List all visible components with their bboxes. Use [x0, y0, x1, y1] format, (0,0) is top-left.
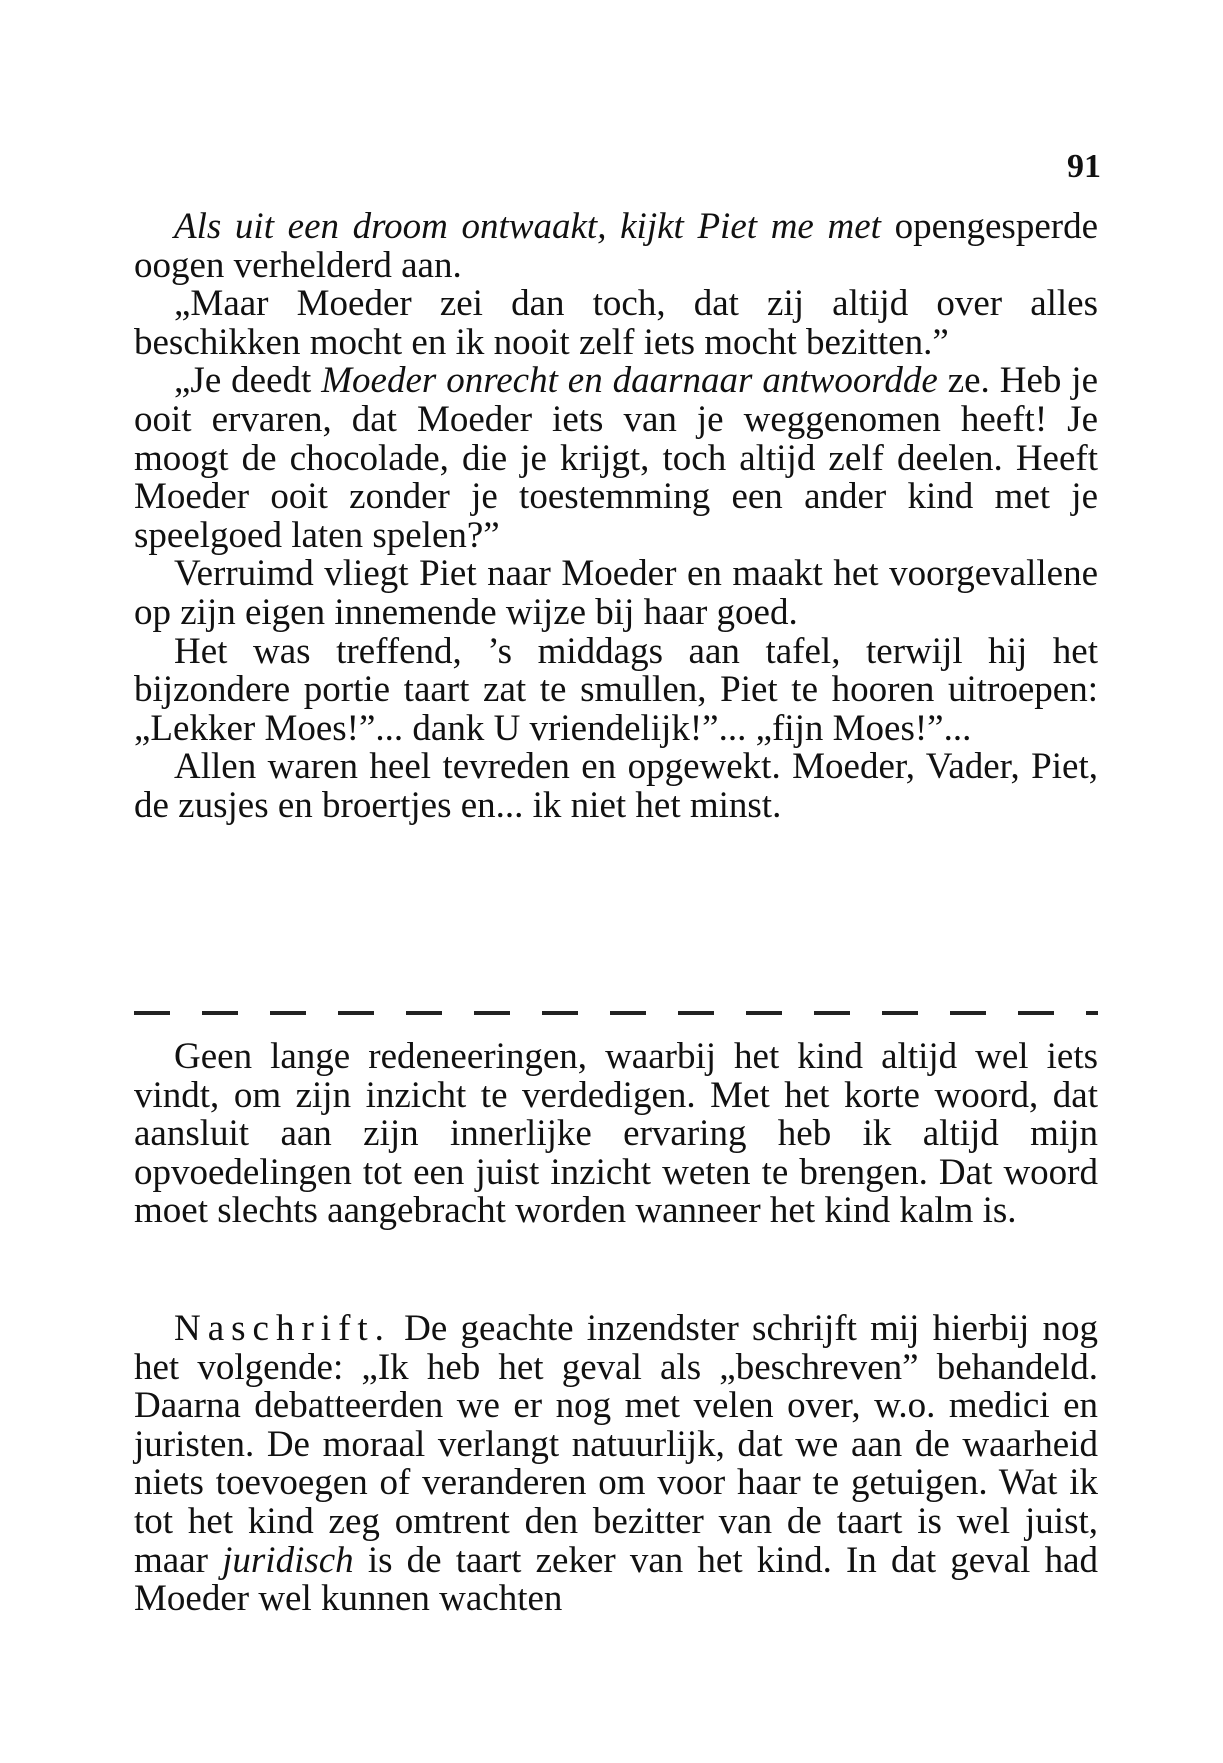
- paragraph-5: Het was treffend, ’s middags aan tafel, terwijl hij het bijzondere portie taart zat te smullen, Piet te hooren uitroepen: „Lekker Moes!”... dank U vriendelijk!”... „fijn Moes!”...: [134, 630, 1098, 749]
- paragraph-1: [134, 208, 1098, 285]
- postscript-text-block: [134, 1310, 1098, 1619]
- dashed-divider: [134, 1011, 1098, 1015]
- paragraph-2: „Maar Moeder zei dan toch, dat zij altijd over alles beschikken mocht en ik nooit zelf iets mocht bezitten.”: [134, 283, 1098, 363]
- paragraph-1-rest: opengesperde oogen verhelderd aan.: [134, 206, 1098, 286]
- reflection-text-block: [134, 1038, 1098, 1231]
- paragraph-6: Allen waren heel tevreden en opgewekt. Moeder, Vader, Piet, de zusjes en broertjes en... ik niet het minst.: [134, 746, 1098, 826]
- postscript-italic: juridisch: [222, 1539, 354, 1581]
- paragraph-4: Verruimd vliegt Piet naar Moeder en maakt het voorgevallene op zijn eigen innemende wijze bij haar goed.: [134, 553, 1098, 633]
- paragraph-3: [134, 362, 1098, 555]
- paragraph-3-italic: Moeder onrecht en daarnaar antwoordde: [321, 360, 938, 402]
- paragraph-7: Geen lange redeneeringen, waarbij het kind altijd wel iets vindt, om zijn inzicht te verdedigen. Met het korte woord, dat aansluit aan zijn innerlijke ervaring heb ik altijd mijn opvoedelingen tot een juist inzicht weten te brengen. Dat woord moet slechts aangebracht worden wanneer het kind kalm is.: [134, 1036, 1098, 1232]
- postscript-body: De geachte inzendster schrijft mij hierbij nog het volgende: „Ik heb het geval als „beschreven” behandeld. Daarna debatteerden we er nog met velen over, w.o. medici en juristen. De moraal verlangt natuurlijk, dat we aan de waarheid niets toevoegen of veranderen om voor haar te getuigen. Wat ik tot het kind zeg omtrent den bezitter van de taart is wel juist, maar: [134, 1308, 1098, 1581]
- main-text-block: [134, 208, 1098, 826]
- paragraph-3-start: „Je deedt: [174, 360, 322, 402]
- postscript-end: is de taart zeker van het kind. In dat geval had Moeder wel kunnen wachten: [134, 1539, 1099, 1620]
- paragraph-8: [134, 1310, 1098, 1619]
- postscript-label: Naschrift.: [174, 1308, 391, 1349]
- page-number: 91: [1067, 148, 1101, 185]
- paragraph-1-italic: Als uit een droom ontwaakt, kijkt Piet me met: [174, 206, 881, 247]
- paragraph-3-rest: ze. Heb je ooit ervaren, dat Moeder iets van je weggenomen heeft! Je moogt de chocolade, die je krijgt, toch altijd zelf deelen. Heeft Moeder ooit zonder je toestemming een ander kind met je speelgoed laten spelen?”: [134, 360, 1098, 556]
